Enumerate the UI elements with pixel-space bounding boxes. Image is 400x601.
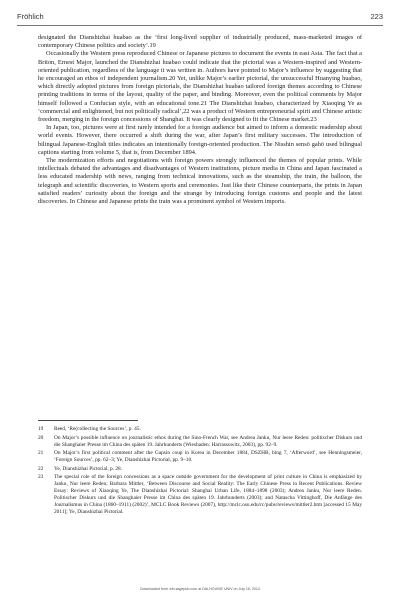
footnote bbox=[38, 426, 362, 433]
footnote-text: On Major’s possible influence on journalistic ethos during the Sino-French War, see Andrea Janku, Nur leere Reden: politischer Diskurs und die Shanghaier Presse im China des späten 19. Jahrhunderts (Wiesbaden: Harrassowitz, 2003), pp. 92–9. bbox=[54, 434, 362, 448]
paragraph: In Japan, too, pictures were at first rarely intended for a foreign audience but aimed to inform a domestic readership about world events. However, there occurred a shift during the war, after Japan’s first military successes. The introduction of bilingual Japanese-English titles indicates an intentionally foreign-oriented production. The Nisshin sensō gahō used bilingual captions starting from volume 5, that is, from December 1894. bbox=[38, 124, 362, 156]
footnote-text: Ye, Dianshizhai Pictorial, p. 28. bbox=[54, 465, 123, 472]
download-notice: Downloaded from wih.sagepub.com at DALHOUSIE UNIV on July 16, 2014 bbox=[140, 587, 260, 591]
footnote bbox=[38, 474, 362, 516]
page-number: 223 bbox=[370, 12, 383, 21]
running-head-author: Fröhlich bbox=[17, 12, 44, 21]
footnote bbox=[38, 435, 362, 449]
paragraph: designated the Dianshizhai huabao as the ‘first long-lived supplier of industrially produced, mass-marketed images of contemporary Chinese politics and society’.19 bbox=[38, 34, 362, 50]
footnote-divider bbox=[38, 420, 138, 421]
footnote bbox=[38, 466, 362, 473]
footnote-text: On Major’s first political comment after the Gapsin coup in Korea in December 1884, DSZHB, bing 7, ‘Afterword’, see Henningsmeier, ‘Foreign Sources’, pp. 62–3; Ye, Dianshizhai Pictorial, pp. 9–10. bbox=[54, 450, 362, 464]
body-text bbox=[38, 34, 362, 206]
footnotes bbox=[38, 426, 362, 518]
footnote-text: Reed, ‘Re(collecting the Sources’, p. 45. bbox=[54, 426, 141, 432]
footnote-text: The special role of the foreign concessions as a space outside government for the development of print culture in China is emphasized by Janku, Nur leere Reden; Barbara Mittler, ‘Between Discourse and Social Reality: The Early Chinese Press in Recent Publications. Review Essay: Reviews of Xiaoqing Ye, The Dianshizhai Pictorial: Shanghai Urban Life, 1884–1898 (2003); Andrea Janku, Nur leere Reden. Politischer Diskurs und die Shanghaier Presse im China des späten 19. Jahrhunderts (2003); and Natascha Vittinghoff, Die Anfänge des Journalismus in China (1860–1911) (2002)’, MCLC Book Reviews (2007), http://mclc.osu.edu/rc/pubs/reviews/mittler2.htm [accessed 15 May 2011]; Ye, Dianshizhai Pictorial. bbox=[54, 474, 362, 516]
footnote-number: 20 bbox=[38, 434, 44, 441]
header-divider bbox=[17, 25, 383, 26]
paragraph: Occasionally the Western press reproduced Chinese or Japanese pictures to document the events in east Asia. The fact that a Briton, Ernest Major, launched the Dianshizhai huabao could indicate that the pictorial was a Western-inspired and Western-oriented publication, regardless of the language it was written in. Authors have pointed to Major’s influence by suggesting that he encouraged an ethos of independent journalism.20 Yet, unlike Major’s earlier pictorial, the unsuccessful Huanying huabao, which directly adopted pictures from foreign pictorials, the Dianshizhai huabao tailored foreign themes according to Chinese printing traditions in terms of the layout, quality of the paper, and binding. Moreover, even the political comments by Major himself followed a Confucian style, with an educational tone.21 The Dianshizhai huabao, characterized by Xiaoqing Ye as ‘commercial and enlightened, but not politically radical’,22 was a product of Western entrepreneurial spirit and Chinese artistic freedom, merging in the foreign concessions of Shanghai. It was clearly designed to fit the Chinese market.23 bbox=[38, 50, 362, 124]
paragraph: The modernization efforts and negotiations with foreign powers strongly influenced the themes of popular prints. While intellectuals debated the advantages and disadvantages of Western institutions, picture media in China and Japan fascinated a less educated readership with news, ranging from technical innovations, such as the steamship, the train, the balloon, the telegraph and scientific discoveries, to Western sports and ceremonies. Just like their Chinese counterparts, the prints in Japan satisfied readers’ curiosity about the foreign and the strange by introducing foreign customs and people and the latest discoveries. In Chinese and Japanese prints the train was a prominent symbol of Western imports. bbox=[38, 157, 362, 206]
running-header bbox=[17, 12, 383, 23]
footnote-number: 23 bbox=[38, 474, 44, 481]
footnote bbox=[38, 450, 362, 464]
footnote-number: 21 bbox=[38, 450, 44, 457]
footnote-number: 19 bbox=[38, 426, 44, 432]
footnote-number: 22 bbox=[38, 465, 44, 472]
